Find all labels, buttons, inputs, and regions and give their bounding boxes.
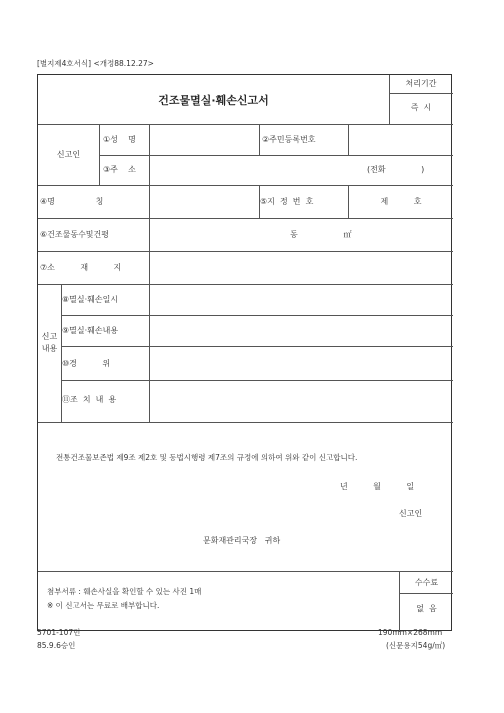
attachments-line: 첨부서류 : 훼손사실을 확인할 수 있는 사진 1매 [47, 587, 202, 596]
designation-number-value: 제 호 [380, 197, 422, 206]
report-section-label: 내용 [41, 344, 58, 353]
circumstance-label: ⑩경 위 [62, 359, 111, 368]
divider [389, 93, 453, 94]
divider [149, 284, 150, 422]
divider [99, 155, 453, 156]
divider [399, 593, 453, 594]
report-section-label: 신고 [41, 332, 58, 341]
divider [38, 124, 453, 125]
divider [38, 571, 453, 572]
reporter-section-label: 신고인 [56, 150, 81, 159]
divider [61, 380, 453, 381]
recipient-line: 문화재관리국장 귀하 [203, 536, 281, 545]
date-line: 년 월 일 [340, 482, 415, 491]
location-label: ⑦소 재 지 [40, 263, 122, 272]
form-number-note: [별지제4호서식] <개정88.12.27> [37, 59, 154, 68]
designation-name-label: ④명 칭 [40, 197, 104, 206]
name-label: ①성 명 [103, 135, 136, 144]
divider [348, 124, 349, 155]
damage-content-label: ⑨멸실·훼손내용 [62, 326, 119, 335]
form-title: 건조물멸실·훼손신고서 [158, 94, 269, 107]
fee-label: 수수료 [414, 578, 439, 587]
divider [38, 185, 453, 186]
declaration-text: 전통건조물보존법 제9조 제2호 및 동법시행령 제7조의 규정에 의하여 위와 같이 신고합니다. [56, 453, 358, 462]
area-label: ⑥건조물동수및건평 [40, 230, 109, 239]
processing-period-label: 처리기간 [405, 79, 437, 88]
divider [38, 422, 453, 423]
divider [38, 284, 453, 285]
designation-number-label: ⑤지 정 번 호 [260, 197, 314, 206]
divider [38, 218, 453, 219]
address-label: ③주 소 [103, 165, 136, 174]
report-form [37, 74, 452, 631]
phone-label: (전화 ) [367, 165, 425, 174]
reporter-signature-label: 신고인 [399, 509, 423, 518]
damage-date-label: ⑧멸실·훼손일시 [62, 295, 119, 304]
approval-date: 85.9.6승인 [37, 641, 76, 650]
divider [149, 124, 150, 185]
fee-value: 없 음 [416, 604, 437, 613]
approval-number: 5701-107민 [37, 628, 81, 637]
divider [259, 124, 260, 155]
area-value: 동 ㎡ [290, 230, 352, 239]
processing-period-value: 즉 시 [410, 103, 432, 112]
measures-label: ⑪조 치 내 용 [62, 395, 117, 404]
rrn-label: ②주민등록번호 [262, 135, 316, 144]
divider [61, 346, 453, 347]
divider [38, 251, 453, 252]
divider [61, 315, 453, 316]
free-distribution-note: ※ 이 신고서는 무료로 배부합니다. [47, 601, 160, 610]
paper-size: 190mm×268mm [378, 628, 443, 637]
paper-type: (신문용지54g/㎡) [386, 641, 446, 650]
